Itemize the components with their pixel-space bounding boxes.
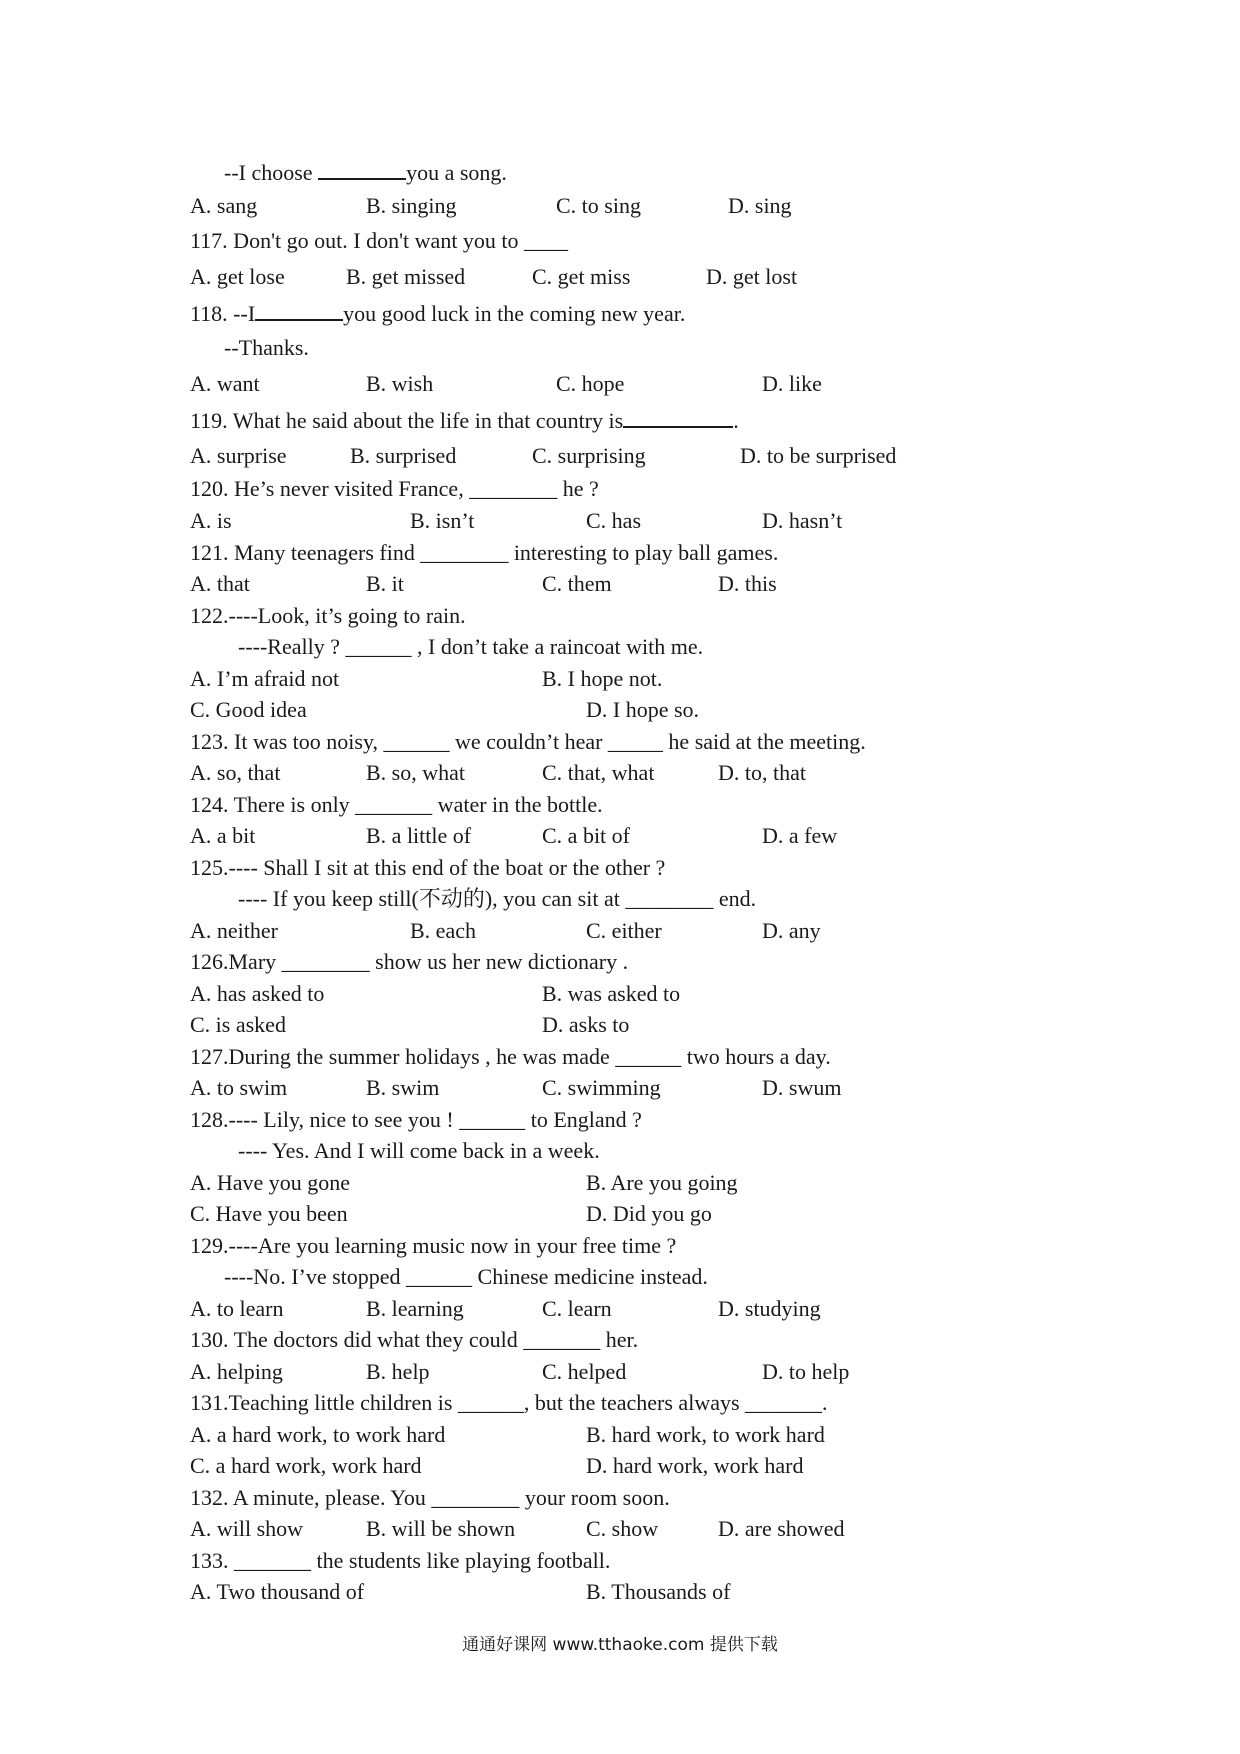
q122-option-a: A. I’m afraid not <box>190 666 340 691</box>
q118-stem-a: 118. --I <box>190 301 256 326</box>
q118-stem <box>190 297 685 329</box>
q116-option-d: D. sing <box>728 193 792 218</box>
q116-option-c: C. to sing <box>556 193 641 218</box>
q131-option-b: B. hard work, to work hard <box>586 1422 825 1447</box>
q126-option-c: C. is asked <box>190 1012 286 1037</box>
q118-option-b: B. wish <box>366 371 434 396</box>
q130-option-a: A. helping <box>190 1359 283 1384</box>
q130-option-c: C. helped <box>542 1359 627 1384</box>
q119-option-c: C. surprising <box>532 443 646 468</box>
q119-option-d: D. to be surprised <box>740 443 897 468</box>
q122-option-d: D. I hope so. <box>586 697 700 722</box>
q131-option-d: D. hard work, work hard <box>586 1453 804 1478</box>
q123-option-d: D. to, that <box>718 760 806 785</box>
q120-option-c: C. has <box>586 508 641 533</box>
q132-stem: 132. A minute, please. You ________ your room soon. <box>190 1485 670 1510</box>
q133-option-a: A. Two thousand of <box>190 1579 365 1604</box>
q125-option-d: D. any <box>762 918 821 943</box>
q121-option-b: B. it <box>366 571 404 596</box>
q124-option-c: C. a bit of <box>542 823 630 848</box>
q124-option-b: B. a little of <box>366 823 472 848</box>
q125-stem: 125.---- Shall I sit at this end of the boat or the other ? <box>190 855 666 880</box>
q132-option-c: C. show <box>586 1516 659 1541</box>
q118-option-a: A. want <box>190 371 260 396</box>
q126-option-b: B. was asked to <box>542 981 681 1006</box>
q116-option-a: A. sang <box>190 193 258 218</box>
q122-stem: 122.----Look, it’s going to rain. <box>190 603 466 628</box>
q128-option-c: C. Have you been <box>190 1201 348 1226</box>
q127-option-d: D. swum <box>762 1075 842 1100</box>
q132-option-b: B. will be shown <box>366 1516 516 1541</box>
q119-stem-a: 119. What he said about the life in that country is <box>190 408 624 433</box>
q129-option-c: C. learn <box>542 1296 612 1321</box>
q132-option-d: D. are showed <box>718 1516 845 1541</box>
q124-option-d: D. a few <box>762 823 838 848</box>
answer-blank <box>255 297 343 321</box>
q128-option-d: D. Did you go <box>586 1201 712 1226</box>
q128-option-b: B. Are you going <box>586 1170 738 1195</box>
q124-stem: 124. There is only _______ water in the bottle. <box>190 792 603 817</box>
q129-option-b: B. learning <box>366 1296 464 1321</box>
q127-option-b: B. swim <box>366 1075 440 1100</box>
q123-option-b: B. so, what <box>366 760 465 785</box>
q120-stem: 120. He’s never visited France, ________ he ? <box>190 476 599 501</box>
q122-option-c: C. Good idea <box>190 697 307 722</box>
q128-reply: ---- Yes. And I will come back in a week. <box>238 1138 600 1163</box>
q125-option-b: B. each <box>410 918 476 943</box>
q131-stem: 131.Teaching little children is ______, but the teachers always _______. <box>190 1390 828 1415</box>
q121-stem: 121. Many teenagers find ________ interesting to play ball games. <box>190 540 779 565</box>
q119-option-a: A. surprise <box>190 443 287 468</box>
q128-option-a: A. Have you gone <box>190 1170 351 1195</box>
q124-option-a: A. a bit <box>190 823 256 848</box>
q116-stem-b: you a song. <box>406 160 507 185</box>
q118-reply: --Thanks. <box>224 335 309 360</box>
q120-option-d: D. hasn’t <box>762 508 843 533</box>
page-footer: 通通好课网 www.tthaoke.com 提供下载 <box>462 1635 778 1655</box>
q121-option-a: A. that <box>190 571 250 596</box>
q123-stem: 123. It was too noisy, ______ we couldn’t hear _____ he said at the meeting. <box>190 729 866 754</box>
q122-reply: ----Really ? ______ , I don’t take a raincoat with me. <box>238 634 704 659</box>
q123-option-c: C. that, what <box>542 760 655 785</box>
q117-option-c: C. get miss <box>532 264 631 289</box>
q127-option-c: C. swimming <box>542 1075 661 1100</box>
q130-option-b: B. help <box>366 1359 430 1384</box>
q123-option-a: A. so, that <box>190 760 281 785</box>
q133-stem: 133. _______ the students like playing football. <box>190 1548 611 1573</box>
q129-option-d: D. studying <box>718 1296 821 1321</box>
q119-stem-b: . <box>733 408 739 433</box>
q121-option-d: D. this <box>718 571 777 596</box>
q131-option-a: A. a hard work, to work hard <box>190 1422 446 1447</box>
q116-option-b: B. singing <box>366 193 457 218</box>
q129-option-a: A. to learn <box>190 1296 284 1321</box>
q122-option-b: B. I hope not. <box>542 666 663 691</box>
answer-blank <box>623 404 733 428</box>
q118-option-d: D. like <box>762 371 822 396</box>
q117-option-a: A. get lose <box>190 264 285 289</box>
q125-option-a: A. neither <box>190 918 278 943</box>
q117-option-d: D. get lost <box>706 264 798 289</box>
q130-stem: 130. The doctors did what they could _______ her. <box>190 1327 639 1352</box>
q129-stem: 129.----Are you learning music now in your free time ? <box>190 1233 677 1258</box>
q126-stem: 126.Mary ________ show us her new dictionary . <box>190 949 629 974</box>
q116-stem-a: --I choose <box>224 160 319 185</box>
q126-option-d: D. asks to <box>542 1012 630 1037</box>
q125-reply: ---- If you keep still(不动的), you can sit at ________ end. <box>238 886 757 911</box>
q133-option-b: B. Thousands of <box>586 1579 731 1604</box>
q126-option-a: A. has asked to <box>190 981 325 1006</box>
q118-option-c: C. hope <box>556 371 625 396</box>
q127-option-a: A. to swim <box>190 1075 288 1100</box>
q127-stem: 127.During the summer holidays , he was made ______ two hours a day. <box>190 1044 831 1069</box>
q117-option-b: B. get missed <box>346 264 466 289</box>
q120-option-b: B. isn’t <box>410 508 475 533</box>
q116-stem <box>224 156 507 188</box>
q128-stem: 128.---- Lily, nice to see you ! ______ to England ? <box>190 1107 642 1132</box>
q130-option-d: D. to help <box>762 1359 850 1384</box>
answer-blank <box>318 156 406 180</box>
q129-reply: ----No. I’ve stopped ______ Chinese medicine instead. <box>224 1264 708 1289</box>
q125-option-c: C. either <box>586 918 662 943</box>
q118-stem-b: you good luck in the coming new year. <box>343 301 686 326</box>
q119-stem <box>190 404 739 436</box>
q121-option-c: C. them <box>542 571 612 596</box>
q117-stem: 117. Don't go out. I don't want you to ____ <box>190 228 569 253</box>
q120-option-a: A. is <box>190 508 232 533</box>
q132-option-a: A. will show <box>190 1516 304 1541</box>
q119-option-b: B. surprised <box>350 443 457 468</box>
q131-option-c: C. a hard work, work hard <box>190 1453 422 1478</box>
